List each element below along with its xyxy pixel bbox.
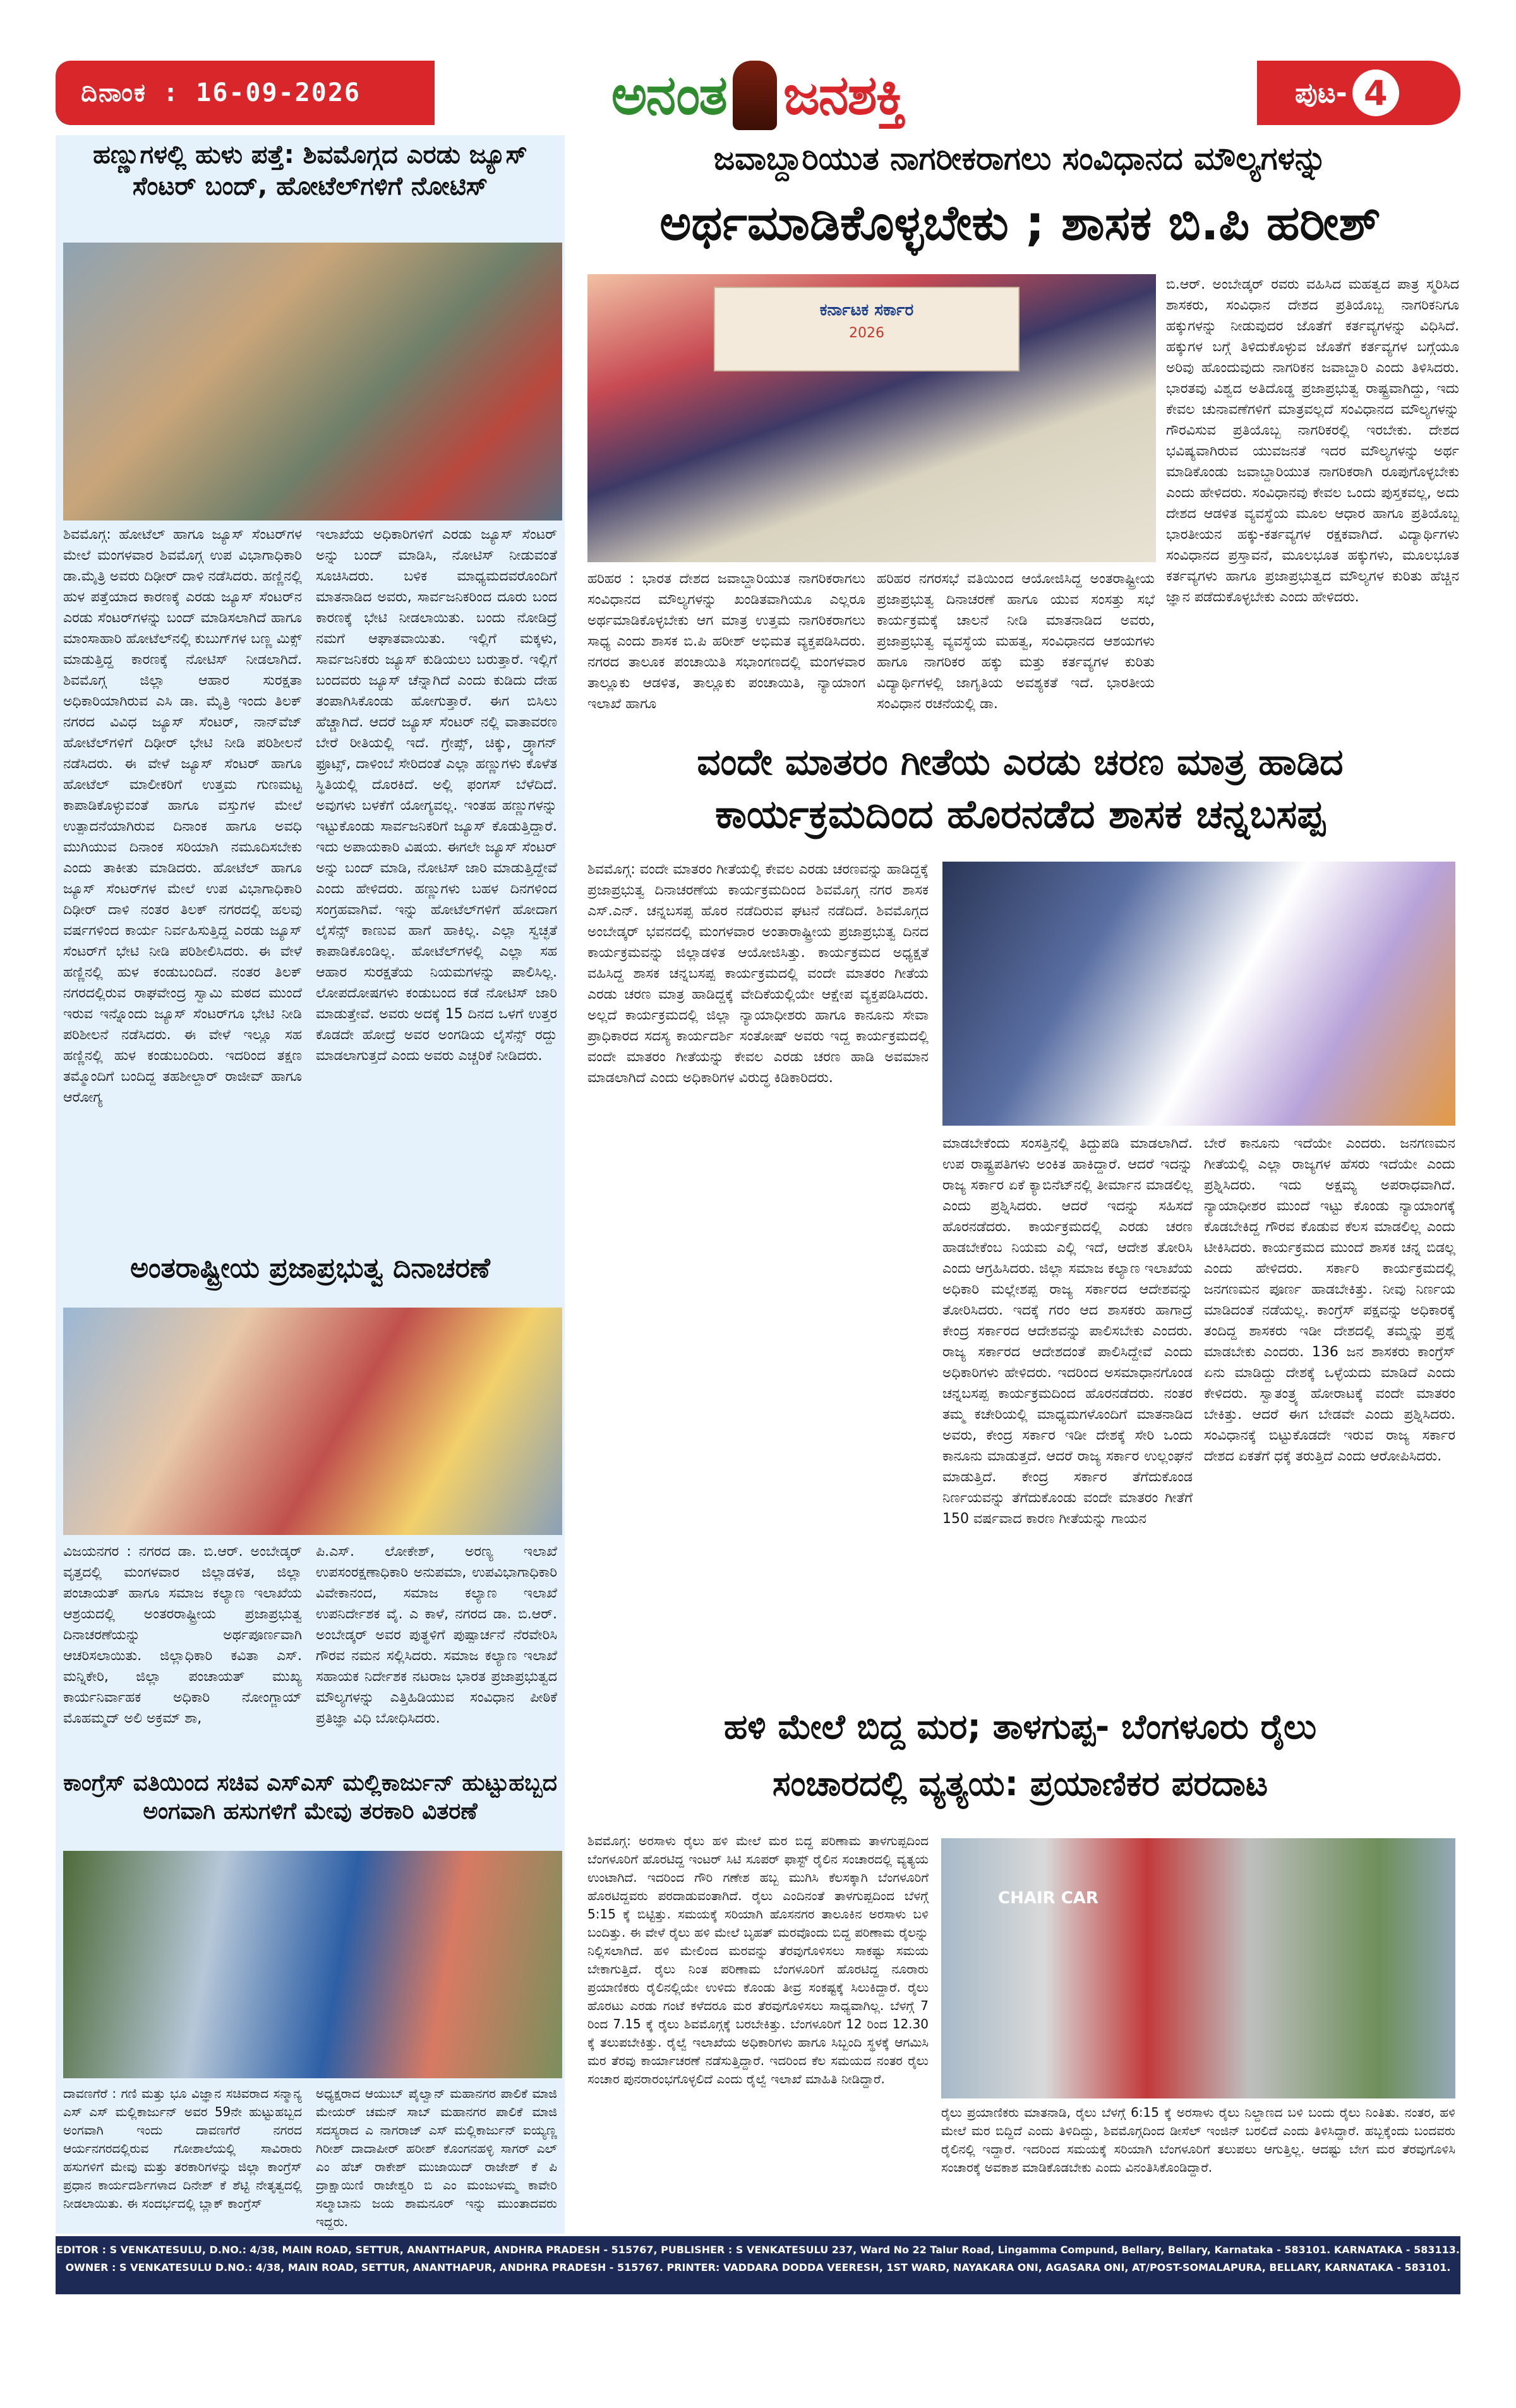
story3-text-col2: ಅಧ್ಯಕ್ಷರಾದ ಆಯುಬ್ ಪೈಲ್ವಾನ್ ಮಹಾನಗರ ಪಾಲಿಕೆ ಮಾಜಿ ಮೇಯರ್ ಚಮನ್ ಸಾಬ್ ಮಹಾನಗರ ಪಾಲಿಕೆ ಮಾಜಿ ಸದಸ್ಯರಾದ ಎ ನಾಗರಾಜ್ ಎಸ್ ಮಲ್ಲಿಕಾರ್ಜುನ್ ಐಯ್ಯಣ್ಣ ಗಿರೀಶ್ ದಾದಾಪೀರ್ ಹರೀಶ್ ಕೊಂಗನಹಳ್ಳಿ ಸಾಗರ್ ಎಲ್ ಎಂ ಹೆಚ್ ರಾಕೇಶ್ ಮುಜಾಯಿದ್ ರಾಜೇಶ್ ಕೆ ಪಿ ದ್ರಾಕ್ಷಾಯಿಣಿ ರಾಜೇಶ್ವರಿ ಬಿ ಎಂ ಮಂಜುಳಮ್ಮ ಕಾವೇರಿ ಸಲ್ಮಾಬಾನು ಜಯ ಶಾಮನೂರ್ ಇನ್ನು ಮುಂತಾದವರು ಇದ್ದರು.: [316, 2086, 557, 2229]
story3-headline[interactable]: ಕಾಂಗ್ರೆಸ್ ವತಿಯಿಂದ ಸಚಿವ ಎಸ್‌ಎಸ್ ಮಲ್ಲಿಕಾರ್ಜುನ್ ಹುಟ್ಟುಹಬ್ಬದ ಅಂಗವಾಗಿ ಹಸುಗಳಿಗೆ ಮೇವು ತರಕಾರಿ ವಿತರಣೆ: [63, 1770, 557, 1824]
story5-text-col1: ಶಿವಮೊಗ್ಗ: ವಂದೇ ಮಾತರಂ ಗೀತೆಯಲ್ಲಿ ಕೇವಲ ಎರಡು ಚರಣವನ್ನು ಹಾಡಿದ್ದಕ್ಕೆ ಪ್ರಜಾಪ್ರಭುತ್ವ ದಿನಾಚರಣೆಯ ಕಾರ್ಯಕ್ರಮದಿಂದ ಶಿವಮೊಗ್ಗ ನಗರ ಶಾಸಕ ಎಸ್.ಎನ್. ಚನ್ನಬಸಪ್ಪ ಹೊರ ನಡೆದಿರುವ ಘಟನೆ ನಡೆದಿದೆ. ಶಿವಮೊಗ್ಗದ ಅಂಬೇಡ್ಕರ್ ಭವನದಲ್ಲಿ ಮಂಗಳವಾರ ಅಂತಾರಾಷ್ಟ್ರೀಯ ಪ್ರಜಾಪ್ರಭುತ್ವ ದಿನದ ಕಾರ್ಯಕ್ರಮವನ್ನು ಜಿಲ್ಲಾಡಳಿತ ಆಯೋಜಿಸಿತ್ತು. ಕಾರ್ಯಕ್ರಮದ ಅಧ್ಯಕ್ಷತೆ ವಹಿಸಿದ್ದ ಶಾಸಕ ಚನ್ನಬಸಪ್ಪ ಕಾರ್ಯಕ್ರಮದಲ್ಲಿ ವಂದೇ ಮಾತರಂ ಗೀತೆಯ ಎರಡು ಚರಣ ಮಾತ್ರ ಹಾಡಿದ್ದಕ್ಕೆ ವೇದಿಕೆಯಲ್ಲಿಯೇ ಆಕ್ಷೇಪ ವ್ಯಕ್ತಪಡಿಸಿದರು. ಅಲ್ಲದೆ ಕಾರ್ಯಕ್ರಮದಲ್ಲಿ ಜಿಲ್ಲಾ ನ್ಯಾಯಾಧೀಶರು ಹಾಗೂ ಕಾನೂನು ಸೇವಾ ಪ್ರಾಧಿಕಾರದ ಸದಸ್ಯ ಕಾರ್ಯದರ್ಶಿ ಸಂತೋಷ್ ಅವರು ಇದ್ದ ಕಾರ್ಯಕ್ರಮದಲ್ಲಿ ವಂದೇ ಮಾತರಂ ಗೀತೆಯನ್ನು ಕೇವಲ ಎರಡು ಚರಣ ಹಾಡಿ ಅವಮಾನ ಮಾಡಲಾಗಿದೆ ಎಂದು ಅಧಿಕಾರಿಗಳ ವಿರುದ್ಧ ಕಿಡಿಕಾರಿದರು.: [587, 862, 929, 1086]
story6-headline-line1[interactable]: ಹಳಿ ಮೇಲೆ ಬಿದ್ದ ಮರ; ತಾಳಗುಪ್ಪ- ಬೆಂಗಳೂರು ರೈಲು: [723, 1707, 1317, 1747]
story4-headline-line1[interactable]: ಜವಾಬ್ದಾರಿಯುತ ನಾಗರೀಕರಾಗಲು ಸಂವಿಧಾನದ ಮೌಲ್ಯಗಳನ್ನು: [713, 140, 1327, 177]
story4-text-col1: ಹರಿಹರ : ಭಾರತ ದೇಶದ ಜವಾಬ್ದಾರಿಯುತ ನಾಗರಿಕರಾಗಲು ಸಂವಿಧಾನದ ಮೌಲ್ಯಗಳನ್ನು ಖಂಡಿತವಾಗಿಯೂ ಎಲ್ಲರೂ ಅರ್ಥಮಾಡಿಕೊಳ್ಳಬೇಕು ಆಗ ಮಾತ್ರ ಉತ್ತಮ ನಾಗರಿಕರಾಗಲು ಸಾಧ್ಯ ಎಂದು ಶಾಸಕ ಬಿ.ಪಿ ಹರೀಶ್ ಅಭಿಮತ ವ್ಯಕ್ತಪಡಿಸಿದರು. ನಗರದ ತಾಲೂಕ ಪಂಚಾಯಿತಿ ಸಭಾಂಗಣದಲ್ಲಿ ಮಂಗಳವಾರ ತಾಲ್ಲೂಕು ಆಡಳಿತ, ತಾಲ್ಲೂಕು ಪಂಚಾಯಿತಿ, ನ್ಯಾಯಾಂಗ ಇಲಾಖೆ ಹಾಗೂ: [587, 571, 865, 712]
imprint-footer: [56, 2236, 1460, 2294]
story5-photo: [942, 862, 1455, 1126]
story3-text-col1: ದಾವಣಗೆರೆ : ಗಣಿ ಮತ್ತು ಭೂ ವಿಜ್ಞಾನ ಸಚಿವರಾದ ಸನ್ಮಾನ್ಯ ಎಸ್ ಎಸ್ ಮಲ್ಲಿಕಾರ್ಜುನ್ ಅವರ 59ನೇ ಹುಟ್ಟುಹಬ್ಬದ ಅಂಗವಾಗಿ ಇಂದು ದಾವಣಗೆರೆ ನಗರದ ಆರ್ಯನಗರದಲ್ಲಿರುವ ಗೋಶಾಲೆಯಲ್ಲಿ ಸಾವಿರಾರು ಹಸುಗಳಿಗೆ ಮೇವು ಮತ್ತು ತರಕಾರಿಗಳನ್ನು ಜಿಲ್ಲಾ ಕಾಂಗ್ರೆಸ್ ಪ್ರಧಾನ ಕಾರ್ಯದರ್ಶಿಗಳಾದ ದಿನೇಶ್ ಕೆ ಶೆಟ್ಟಿ ನೇತೃತ್ವದಲ್ಲಿ ನೀಡಲಾಯಿತು. ಈ ಸಂದರ್ಭದಲ್ಲಿ ಬ್ಲಾಕ್ ಕಾಂಗ್ರೆಸ್: [63, 2086, 302, 2211]
story2-headline[interactable]: ಅಂತರಾಷ್ಟ್ರೀಯ ಪ್ರಜಾಪ್ರಭುತ್ವ ದಿನಾಚರಣೆ: [130, 1252, 490, 1284]
story5-headline-line2[interactable]: ಕಾರ್ಯಕ್ರಮದಿಂದ ಹೊರನಡೆದ ಶಾಸಕ ಚನ್ನಬಸಪ್ಪ: [715, 791, 1325, 837]
issue-date: ದಿನಾಂಕ : 16-09-2026: [56, 61, 435, 125]
story6-photo: [941, 1838, 1455, 2098]
banner-year: 2026: [849, 325, 884, 341]
story4-text-col3: ಬಿ.ಆರ್. ಅಂಬೇಡ್ಕರ್ ರವರು ವಹಿಸಿದ ಮಹತ್ವದ ಪಾತ್ರ ಸ್ಮರಿಸಿದ ಶಾಸಕರು, ಸಂವಿಧಾನ ದೇಶದ ಪ್ರತಿಯೊಬ್ಬ ನಾಗರಿಕನಿಗೂ ಹಕ್ಕುಗಳನ್ನು ನೀಡುವುದರ ಜೊತೆಗೆ ಕರ್ತವ್ಯಗಳನ್ನು ವಿಧಿಸಿದೆ. ಹಕ್ಕುಗಳ ಬಗ್ಗೆ ತಿಳಿದುಕೊಳ್ಳುವ ಜೊತೆಗೆ ಕರ್ತವ್ಯಗಳ ಬಗ್ಗೆಯೂ ಅರಿವು ಹೊಂದುವುದು ನಾಗರಿಕನ ಜವಾಬ್ದಾರಿ ಎಂದು ತಿಳಿಸಿದರು. ಭಾರತವು ವಿಶ್ವದ ಅತಿದೊಡ್ಡ ಪ್ರಜಾಪ್ರಭುತ್ವ ರಾಷ್ಟ್ರವಾಗಿದ್ದು, ಇದು ಕೇವಲ ಚುನಾವಣೆಗಳಿಗೆ ಮಾತ್ರವಲ್ಲದೆ ಸಂವಿಧಾನದ ಮೌಲ್ಯಗಳನ್ನು ಗೌರವಿಸುವ ಪ್ರತಿಯೊಬ್ಬ ನಾಗರಿಕರಲ್ಲಿ ಇರಬೇಕು. ದೇಶದ ಭವಿಷ್ಯವಾಗಿರುವ ಯುವಜನತೆ ಇದರ ಮೌಲ್ಯಗಳನ್ನು ಅರ್ಥ ಮಾಡಿಕೊಂಡು ಜವಾಬ್ದಾರಿಯುತ ನಾಗರಿಕರಾಗಿ ರೂಪುಗೊಳ್ಳಬೇಕು ಎಂದು ಹೇಳಿದರು. ಸಂವಿಧಾನವು ಕೇವಲ ಒಂದು ಪುಸ್ತಕವಲ್ಲ, ಅದು ದೇಶದ ಆಡಳಿತ ವ್ಯವಸ್ಥೆಯ ಮೂಲ ಆಧಾರ ಹಾಗೂ ಪ್ರತಿಯೊಬ್ಬ ಭಾರತೀಯನ ಹಕ್ಕು-ಕರ್ತವ್ಯಗಳ ರಕ್ಷಕವಾಗಿದೆ. ವಿದ್ಯಾರ್ಥಿಗಳು ಸಂವಿಧಾನದ ಪ್ರಸ್ತಾವನೆ, ಮೂಲಭೂತ ಹಕ್ಕುಗಳು, ಮೂಲಭೂತ ಕರ್ತವ್ಯಗಳು ಹಾಗೂ ಪ್ರಜಾಪ್ರಭುತ್ವದ ಮೌಲ್ಯಗಳ ಕುರಿತು ಹೆಚ್ಚಿನ ಜ್ಞಾನ ಪಡೆದುಕೊಳ್ಳಬೇಕು ಎಂದು ಹೇಳಿದರು.: [1166, 277, 1459, 605]
story4-headline-line2[interactable]: ಅರ್ಥಮಾಡಿಕೊಳ್ಳಬೇಕು ; ಶಾಸಕ ಬಿ.ಪಿ ಹರೀಶ್: [659, 195, 1381, 251]
story6-text-col1: ಶಿವಮೊಗ್ಗ: ಅರಸಾಳು ರೈಲು ಹಳಿ ಮೇಲೆ ಮರ ಬಿದ್ದ ಪರಿಣಾಮ ತಾಳಗುಪ್ಪದಿಂದ ಬೆಂಗಳೂರಿಗೆ ಹೊರಟಿದ್ದ ಇಂಟರ್ ಸಿಟಿ ಸೂಪರ್ ಫಾಸ್ಟ್ ರೈಲಿನ ಸಂಚಾರದಲ್ಲಿ ವ್ಯತ್ಯಯ ಉಂಟಾಗಿದೆ. ಇದರಿಂದ ಗೌರಿ ಗಣೇಶ ಹಬ್ಬ ಮುಗಿಸಿ ಕೆಲಸಕ್ಕಾಗಿ ಬೆಂಗಳೂರಿಗೆ ಹೊರಟಿದ್ದವರು ಪರದಾಡುವಂತಾಗಿದೆ. ರೈಲು ಎಂದಿನಂತೆ ತಾಳಗುಪ್ಪದಿಂದ ಬೆಳಗ್ಗೆ 5:15 ಕ್ಕೆ ಬಿಟ್ಟಿತ್ತು. ಸಮಯಕ್ಕೆ ಸರಿಯಾಗಿ ಹೊಸನಗರ ತಾಲೂಕಿನ ಅರಸಾಳು ಬಳಿ ಬಂದಿತ್ತು. ಈ ವೇಳೆ ರೈಲು ಹಳಿ ಮೇಲೆ ಬೃಹತ್ ಮರವೊಂದು ಬಿದ್ದ ಪರಿಣಾಮ ರೈಲನ್ನು ನಿಲ್ಲಿಸಲಾಗಿದೆ. ಹಳಿ ಮೇಲಿಂದ ಮರವನ್ನು ತೆರವುಗೊಳಿಸಲು ಸಾಕಷ್ಟು ಸಮಯ ಬೇಕಾಗುತ್ತಿದೆ. ರೈಲು ನಿಂತ ಪರಿಣಾಮ ಬೆಂಗಳೂರಿಗೆ ಹೊರಟಿದ್ದ ನೂರಾರು ಪ್ರಯಾಣಿಕರು ರೈಲಿನಲ್ಲಿಯೇ ಉಳಿದು ಕೊಂಡು ತೀವ್ರ ಸಂಕಷ್ಟಕ್ಕೆ ಸಿಲುಕಿದ್ದಾರೆ. ರೈಲು ಹೊರಟು ಎರಡು ಗಂಟೆ ಕಳೆದರೂ ಮರ ತೆರವುಗೊಳಿಸಲು ಸಾಧ್ಯವಾಗಿಲ್ಲ. ಬೆಳಗ್ಗೆ 7 ರಿಂದ 7.15 ಕ್ಕೆ ರೈಲು ಶಿವಮೊಗ್ಗಕ್ಕೆ ಬರಬೇಕಿತ್ತು. ಬೆಂಗಳೂರಿಗೆ 12 ರಿಂದ 12.30 ಕ್ಕೆ ತಲುಪಬೇಕಿತ್ತು. ರೈಲ್ವೆ ಇಲಾಖೆಯ ಅಧಿಕಾರಿಗಳು ಹಾಗೂ ಸಿಬ್ಬಂದಿ ಸ್ಥಳಕ್ಕೆ ಆಗಮಿಸಿ ಮರ ತೆರವು ಕಾರ್ಯಾಚರಣೆ ನಡೆಸುತ್ತಿದ್ದಾರೆ. ಇದರಿಂದ ಕೆಲ ಸಮಯದ ನಂತರ ರೈಲು ಸಂಚಾರ ಪುನರಾರಂಭಗೊಳ್ಳಲಿದೆ ಎಂದು ರೈಲ್ವೆ ಇಲಾಖೆ ಮಾಹಿತಿ ನೀಡಿದ್ದಾರೆ.: [587, 1833, 929, 2086]
story4-photo: [587, 274, 1156, 562]
story5-text-col2: ಮಾಡಬೇಕೆಂದು ಸಂಸತ್ತಿನಲ್ಲಿ ತಿದ್ದುಪಡಿ ಮಾಡಲಾಗಿದೆ. ಉಪ ರಾಷ್ಟ್ರಪತಿಗಳು ಅಂಕಿತ ಹಾಕಿದ್ದಾರೆ. ಆದರೆ ಇದನ್ನು ರಾಜ್ಯ ಸರ್ಕಾರ ಏಕೆ ಕ್ಯಾಬಿನೆಟ್‌ನಲ್ಲಿ ತೀರ್ಮಾನ ಮಾಡಲಿಲ್ಲ ಎಂದು ಪ್ರಶ್ನಿಸಿದರು. ಆದರೆ ಇದನ್ನು ಸಹಿಸದೆ ಹೊರನಡೆದರು. ಕಾರ್ಯಕ್ರಮದಲ್ಲಿ ಎರಡು ಚರಣ ಹಾಡಬೇಕೆಂಬ ನಿಯಮ ಎಲ್ಲಿ ಇದೆ, ಆದೇಶ ತೋರಿಸಿ ಎಂದು ಆಗ್ರಹಿಸಿದರು. ಜಿಲ್ಲಾ ಸಮಾಜ ಕಲ್ಯಾಣ ಇಲಾಖೆಯ ಅಧಿಕಾರಿ ಮಲ್ಲೇಶಪ್ಪ ರಾಜ್ಯ ಸರ್ಕಾರದ ಆದೇಶವನ್ನು ತೋರಿಸಿದರು. ಇದಕ್ಕೆ ಗರಂ ಆದ ಶಾಸಕರು ಹಾಗಾದ್ರೆ ಕೇಂದ್ರ ಸರ್ಕಾರದ ಆದೇಶವನ್ನು ಪಾಲಿಸಬೇಕು ಎಂದರು. ರಾಜ್ಯ ಸರ್ಕಾರದ ಆದೇಶದಂತೆ ಪಾಲಿಸಿದ್ದೇವೆ ಎಂದು ಅಧಿಕಾರಿಗಳು ಹೇಳಿದರು. ಇದರಿಂದ ಅಸಮಾಧಾನಗೊಂಡ ಚನ್ನಬಸಪ್ಪ ಕಾರ್ಯಕ್ರಮದಿಂದ ಹೊರನಡೆದರು. ನಂತರ ತಮ್ಮ ಕಚೇರಿಯಲ್ಲಿ ಮಾಧ್ಯಮಗಳೊಂದಿಗೆ ಮಾತನಾಡಿದ ಅವರು, ಕೇಂದ್ರ ಸರ್ಕಾರ ಇಡೀ ದೇಶಕ್ಕೆ ಸೇರಿ ಒಂದು ಕಾನೂನು ಮಾಡುತ್ತದೆ. ಆದರೆ ರಾಜ್ಯ ಸರ್ಕಾರ ಉಲ್ಲಂಘನೆ ಮಾಡುತ್ತಿದೆ. ಕೇಂದ್ರ ಸರ್ಕಾರ ತೆಗೆದುಕೊಂಡ ನಿರ್ಣಯವನ್ನು ತೆಗೆದುಕೊಂಡು ವಂದೇ ಮಾತರಂ ಗೀತೆಗೆ 150 ವರ್ಷವಾದ ಕಾರಣ ಗೀತೆಯನ್ನು ಗಾಯನ: [942, 1136, 1193, 1527]
story5-text-col3: ಬೇರೆ ಕಾನೂನು ಇದೆಯೇ ಎಂದರು. ಜನಗಣಮನ ಗೀತೆಯಲ್ಲಿ ಎಲ್ಲಾ ರಾಜ್ಯಗಳ ಹೆಸರು ಇದೆಯೇ ಎಂದು ಪ್ರಶ್ನಿಸಿದರು. ಇದು ಅಕ್ಷಮ್ಯ ಅಪರಾಧವಾಗಿದೆ. ನ್ಯಾಯಾಧೀಶರ ಮುಂದೆ ಇಟ್ಟು ಕೊಂಡು ನ್ಯಾಯಾಂಗಕ್ಕೆ ಕೊಡಬೇಕಿದ್ದ ಗೌರವ ಕೊಡುವ ಕೆಲಸ ಮಾಡಲಿಲ್ಲ ಎಂದು ಟೀಕಿಸಿದರು. ಕಾರ್ಯಕ್ರಮದ ಮುಂದೆ ಶಾಸಕ ಚನ್ನ ಬಿಡಲ್ಲ ಎಂದು ಹೇಳಿದರು. ಸರ್ಕಾರಿ ಕಾರ್ಯಕ್ರಮದಲ್ಲಿ ಜನಗಣಮನ ಪೂರ್ಣ ಹಾಡಬೇಕಿತ್ತು. ನೀವು ನಿರ್ಣಯ ಮಾಡಿದಂತೆ ನಡೆಯಲ್ಲ. ಕಾಂಗ್ರೆಸ್ ಪಕ್ಷವನ್ನು ಅಧಿಕಾರಕ್ಕೆ ತಂದಿದ್ದ ಶಾಸಕರು ಇಡೀ ದೇಶದಲ್ಲಿ ತಮ್ಮನ್ನು ಪ್ರಶ್ನೆ ಮಾಡಬೇಕು ಎಂದರು. 136 ಜನ ಶಾಸಕರು ಕಾಂಗ್ರೆಸ್ ಏನು ಮಾಡಿದ್ದು ದೇಶಕ್ಕೆ ಒಳ್ಳೆಯದು ಮಾಡಿದೆ ಎಂದು ಕೇಳಿದರು. ಸ್ವಾತಂತ್ರ್ಯ ಹೋರಾಟಕ್ಕೆ ವಂದೇ ಮಾತರಂ ಬೇಕಿತ್ತು. ಆದರೆ ಈಗ ಬೇಡವೇ ಎಂದು ಪ್ರಶ್ನಿಸಿದರು. ಸಂವಿಧಾನಕ್ಕೆ ಬಿಟ್ಟುಕೊಡದೇ ಇರುವ ರಾಜ್ಯ ಸರ್ಕಾರ ದೇಶದ ಏಕತೆಗೆ ಧಕ್ಕೆ ತರುತ್ತಿದೆ ಎಂದು ಆರೋಪಿಸಿದರು.: [1204, 1136, 1455, 1464]
story1-text-col1: ಶಿವಮೊಗ್ಗ: ಹೋಟೆಲ್ ಹಾಗೂ ಜ್ಯೂಸ್ ಸೆಂಟರ್‌ಗಳ ಮೇಲೆ ಮಂಗಳವಾರ ಶಿವಮೊಗ್ಗ ಉಪ ವಿಭಾಗಾಧಿಕಾರಿ ಡಾ.ಮೈತ್ರಿ ಅವರು ದಿಢೀರ್ ದಾಳಿ ನಡೆಸಿದರು. ಹಣ್ಣಿನಲ್ಲಿ ಹುಳ ಪತ್ತೆಯಾದ ಕಾರಣಕ್ಕೆ ಎರಡು ಜ್ಯೂಸ್ ಸೆಂಟರ್‌ನ ಎರಡು ಸೆಂಟರ್‌ಗಳನ್ನು ಬಂದ್ ಮಾಡಿಸಲಾಗಿದೆ ಹಾಗೂ ಮಾಂಸಾಹಾರಿ ಹೋಟೆಲ್‌ನಲ್ಲಿ ಕುಬುಗ್‌ಗಳ ಬಣ್ಣ ಮಿಕ್ಸ್ ಮಾಡುತ್ತಿದ್ದ ಕಾರಣಕ್ಕೆ ನೋಟಿಸ್ ನೀಡಲಾಗಿದೆ. ಶಿವಮೊಗ್ಗ ಜಿಲ್ಲಾ ಆಹಾರ ಸುರಕ್ಷತಾ ಅಧಿಕಾರಿಯಾಗಿರುವ ಎಸಿ ಡಾ. ಮೈತ್ರಿ ಇಂದು ತಿಲಕ್ ನಗರದ ವಿವಿಧ ಜ್ಯೂಸ್ ಸೆಂಟರ್, ನಾನ್‌ವೆಜ್ ಹೋಟೆಲ್‌ಗಳಿಗೆ ದಿಢೀರ್ ಭೇಟಿ ನೀಡಿ ಪರಿಶೀಲನೆ ನಡೆಸಿದರು. ಈ ವೇಳೆ ಜ್ಯೂಸ್ ಸೆಂಟರ್ ಹಾಗೂ ಹೋಟೆಲ್ ಮಾಲೀಕರಿಗೆ ಉತ್ತಮ ಗುಣಮಟ್ಟ ಕಾಪಾಡಿಕೊಳ್ಳುವಂತೆ ಹಾಗೂ ವಸ್ತುಗಳ ಮೇಲೆ ಉತ್ಪಾದನೆಯಾಗಿರುವ ದಿನಾಂಕ ಹಾಗೂ ಅವಧಿ ಮುಗಿಯುವ ದಿನಾಂಕ ಸರಿಯಾಗಿ ನಮೂದಿಸಬೇಕು ಎಂದು ತಾಕೀತು ಮಾಡಿದರು. ಹೋಟೆಲ್ ಹಾಗೂ ಜ್ಯೂಸ್ ಸೆಂಟರ್‌ಗಳ ಮೇಲೆ ಉಪ ವಿಭಾಗಾಧಿಕಾರಿ ದಿಢೀರ್ ದಾಳಿ ನಂತರ ತಿಲಕ್ ನಗರದಲ್ಲಿ ಹಲವು ವರ್ಷಗಳಿಂದ ಕಾರ್ಯ ನಿರ್ವಹಿಸುತ್ತಿದ್ದ ಎರಡು ಜ್ಯೂಸ್ ಸೆಂಟರ್‌ಗೆ ಭೇಟಿ ನೀಡಿ ಪರಿಶೀಲಿಸಿದರು. ಈ ವೇಳೆ ಹಣ್ಣಿನಲ್ಲಿ ಹುಳ ಕಂಡುಬಂದಿದೆ. ನಂತರ ತಿಲಕ್ ನಗರದಲ್ಲಿರುವ ರಾಘವೇಂದ್ರ ಸ್ವಾಮಿ ಮಠದ ಮುಂದೆ ಇರುವ ಇನ್ನೊಂದು ಜ್ಯೂಸ್ ಸೆಂಟರ್‌ಗೂ ಭೇಟಿ ನೀಡಿ ಪರಿಶೀಲನೆ ನಡೆಸಿದರು. ಈ ವೇಳೆ ಇಲ್ಲೂ ಸಹ ಹಣ್ಣಿನಲ್ಲಿ ಹುಳ ಕಂಡುಬಂದಿರು. ಇದರಿಂದ ತಕ್ಷಣ ತಮ್ಮೊಂದಿಗೆ ಬಂದಿದ್ದ ತಹಶೀಲ್ದಾರ್ ರಾಜೀವ್ ಹಾಗೂ ಆರೋಗ್ಯ: [63, 527, 302, 1105]
newspaper-logo[interactable]: [568, 54, 948, 136]
event-banner: [714, 287, 1020, 371]
logo-text-right: ಜನಶಕ್ತಿ: [783, 63, 905, 127]
page-label: ಪುಟ-: [1295, 76, 1347, 109]
story2-text-col1: ವಿಜಯನಗರ : ನಗರದ ಡಾ. ಬಿ.ಆರ್. ಅಂಬೇಡ್ಕರ್ ವೃತ್ತದಲ್ಲಿ ಮಂಗಳವಾರ ಜಿಲ್ಲಾಡಳಿತ, ಜಿಲ್ಲಾ ಪಂಚಾಯತ್ ಹಾಗೂ ಸಮಾಜ ಕಲ್ಯಾಣ ಇಲಾಖೆಯ ಆಶ್ರಯದಲ್ಲಿ ಅಂತರರಾಷ್ಟ್ರೀಯ ಪ್ರಜಾಪ್ರಭುತ್ವ ದಿನಾಚರಣೆಯನ್ನು ಅರ್ಥಪೂರ್ಣವಾಗಿ ಆಚರಿಸಲಾಯಿತು. ಜಿಲ್ಲಾಧಿಕಾರಿ ಕವಿತಾ ಎಸ್. ಮನ್ನಿಕೇರಿ, ಜಿಲ್ಲಾ ಪಂಚಾಯತ್ ಮುಖ್ಯ ಕಾರ್ಯನಿರ್ವಾಹಕ ಅಧಿಕಾರಿ ನೋಂಗ್ಜಾಯ್ ಮೊಹಮ್ಮದ್ ಅಲಿ ಅಕ್ರಮ್ ಶಾ,: [63, 1544, 302, 1726]
story6-headline-line2[interactable]: ಸಂಚಾರದಲ್ಲಿ ವ್ಯತ್ಯಯ: ಪ್ರಯಾಣಿಕರ ಪರದಾಟ: [772, 1764, 1268, 1803]
story3-photo: [63, 1851, 562, 2078]
story6-text-col2: ರೈಲು ಪ್ರಯಾಣಿಕರು ಮಾತನಾಡಿ, ರೈಲು ಬೆಳಗ್ಗೆ 6:15 ಕ್ಕೆ ಅರಸಾಳು ರೈಲು ನಿಲ್ದಾಣದ ಬಳಿ ಬಂದು ರೈಲು ನಿಂತಿತು. ನಂತರ, ಹಳಿ ಮೇಲೆ ಮರ ಬಿದ್ದಿದೆ ಎಂದು ತಿಳಿದಿದ್ದು, ಶಿವಮೊಗ್ಗದಿಂದ ಡೀಸೆಲ್ ಇಂಜಿನ್ ಬರಲಿದೆ ಎಂದು ತಿಳಿಸಿದ್ದಾರೆ. ಹಬ್ಬಕ್ಕೆಂದು ಬಂದವರು ರೈಲಿನಲ್ಲಿ ಇದ್ದಾರೆ. ಇದರಿಂದ ಸಮಯಕ್ಕೆ ಸರಿಯಾಗಿ ಬೆಂಗಳೂರಿಗೆ ತಲುಪಲು ಆಗುತ್ತಿಲ್ಲ. ಆದಷ್ಟು ಬೇಗ ಮರ ತೆರವುಗೊಳಿಸಿ ಸಂಚಾರಕ್ಕೆ ಅವಕಾಶ ಮಾಡಿಕೊಡಬೇಕು ಎಂದು ವಿನಂತಿಸಿಕೊಂಡಿದ್ದಾರೆ.: [941, 2105, 1455, 2175]
story4-text-col2: ಹರಿಹರ ನಗರಸಭೆ ವತಿಯಿಂದ ಆಯೋಜಿಸಿದ್ದ ಅಂತರಾಷ್ಟ್ರೀಯ ಪ್ರಜಾಪ್ರಭುತ್ವ ದಿನಾಚರಣೆ ಹಾಗೂ ಯುವ ಸಂಸತ್ತು ಸಭೆ ಕಾರ್ಯಕ್ರಮಕ್ಕೆ ಚಾಲನೆ ನೀಡಿ ಮಾತನಾಡಿದ ಅವರು, ಪ್ರಜಾಪ್ರಭುತ್ವ ವ್ಯವಸ್ಥೆಯ ಮಹತ್ವ, ಸಂವಿಧಾನದ ಆಶಯಗಳು ಹಾಗೂ ನಾಗರಿಕರ ಹಕ್ಕು ಮತ್ತು ಕರ್ತವ್ಯಗಳ ಕುರಿತು ವಿದ್ಯಾರ್ಥಿಗಳಲ್ಲಿ ಜಾಗೃತಿಯ ಅವಶ್ಯಕತೆ ಇದೆ. ಭಾರತೀಯ ಸಂವಿಧಾನ ರಚನೆಯಲ್ಲಿ ಡಾ.: [877, 571, 1155, 712]
story2-photo: [63, 1308, 562, 1535]
fist-icon: [733, 61, 777, 130]
train-coach-label: CHAIR CAR: [998, 1889, 1098, 1908]
story1-photo: [63, 243, 562, 521]
story5-headline-line1[interactable]: ವಂದೇ ಮಾತರಂ ಗೀತೆಯ ಎರಡು ಚರಣ ಮಾತ್ರ ಹಾಡಿದ: [697, 740, 1344, 783]
banner-text: ಕರ್ನಾಟಕ ಸರ್ಕಾರ: [819, 301, 914, 320]
story1-text-col2: ಇಲಾಖೆಯ ಅಧಿಕಾರಿಗಳಿಗೆ ಎರಡು ಜ್ಯೂಸ್ ಸೆಂಟರ್ ಅನ್ನು ಬಂದ್ ಮಾಡಿಸಿ, ನೋಟಿಸ್ ನೀಡುವಂತೆ ಸೂಚಿಸಿದರು. ಬಳಿಕ ಮಾಧ್ಯಮದವರೊಂದಿಗೆ ಮಾತನಾಡಿದ ಅವರು, ಸಾರ್ವಜನಿಕರಿಂದ ದೂರು ಬಂದ ಕಾರಣಕ್ಕೆ ಭೇಟಿ ನೀಡಲಾಯಿತು. ಬಂದು ನೋಡಿದ್ರೆ ನಮಗೆ ಆಘಾತವಾಯಿತು. ಇಲ್ಲಿಗೆ ಮಕ್ಕಳು, ಸಾರ್ವಜನಿಕರು ಜ್ಯೂಸ್ ಕುಡಿಯಲು ಬರುತ್ತಾರೆ. ಇಲ್ಲಿಗೆ ಬಂದವರು ಜ್ಯೂಸ್ ಚೆನ್ನಾಗಿದೆ ಎಂದು ಕುಡಿದು ದೇಹ ತಂಪಾಗಿಸಿಕೊಂಡು ಹೋಗುತ್ತಾರೆ. ಈಗ ಬಿಸಿಲು ಹೆಚ್ಚಾಗಿದೆ. ಆದರೆ ಜ್ಯೂಸ್ ಸೆಂಟರ್ ನಲ್ಲಿ ವಾತಾವರಣ ಬೇರೆ ರೀತಿಯಲ್ಲಿ ಇದೆ. ಗ್ರೇಪ್ಸ್, ಚಿಕ್ಕು, ಡ್ರ್ಯಾಗನ್ ಫ್ರೂಟ್ಸ್, ದಾಳಿಂಬೆ ಸೇರಿದಂತೆ ಎಲ್ಲಾ ಹಣ್ಣುಗಳು ಕೊಳೆತ ಸ್ಥಿತಿಯಲ್ಲಿ ದೊರಕಿದೆ. ಅಲ್ಲಿ ಫಂಗಸ್ ಬೆಳೆದಿದೆ. ಅವುಗಳು ಬಳಕೆಗೆ ಯೋಗ್ಯವಲ್ಲ. ಇಂತಹ ಹಣ್ಣುಗಳನ್ನು ಇಟ್ಟುಕೊಂಡು ಸಾರ್ವಜನಿಕರಿಗೆ ಜ್ಯೂಸ್ ಕೊಡುತ್ತಿದ್ದಾರೆ. ಇದು ಅಪಾಯಕಾರಿ ವಿಷಯ. ಈಗಲೇ ಜ್ಯೂಸ್ ಸೆಂಟರ್ ಅನ್ನು ಬಂದ್ ಮಾಡಿ, ನೋಟಿಸ್ ಜಾರಿ ಮಾಡುತ್ತಿದ್ದೇವೆ ಎಂದು ಹೇಳಿದರು. ಹಣ್ಣುಗಳು ಬಹಳ ದಿನಗಳಿಂದ ಸಂಗ್ರಹವಾಗಿವೆ. ಇನ್ನು ಹೋಟೆಲ್‌ಗಳಿಗೆ ಹೋದಾಗ ಲೈಸೆನ್ಸ್ ಕಾಣುವ ಹಾಗೆ ಹಾಕಿಲ್ಲ. ಎಲ್ಲಾ ಸ್ವಚ್ಛತೆ ಕಾಪಾಡಿಕೊಂಡಿಲ್ಲ. ಹೋಟೆಲ್‌ಗಳಲ್ಲಿ ಎಲ್ಲಾ ಸಹ ಆಹಾರ ಸುರಕ್ಷತೆಯ ನಿಯಮಗಳನ್ನು ಪಾಲಿಸಿಲ್ಲ. ಲೋಪದೋಷಗಳು ಕಂಡುಬಂದ ಕಡೆ ನೋಟಿಸ್ ಜಾರಿ ಮಾಡುತ್ತೇವೆ. ಅವರು ಅದಕ್ಕೆ 15 ದಿನದ ಒಳಗೆ ಉತ್ತರ ಕೊಡದೇ ಹೋದ್ರೆ ಅವರ ಅಂಗಡಿಯ ಲೈಸೆನ್ಸ್ ರದ್ದು ಮಾಡಲಾಗುತ್ತದೆ ಎಂದು ಅವರು ಎಚ್ಚರಿಕೆ ನೀಡಿದರು.: [316, 527, 557, 1064]
story1-headline[interactable]: ಹಣ್ಣುಗಳಲ್ಲಿ ಹುಳು ಪತ್ತೆ: ಶಿವಮೊಗ್ಗದ ಎರಡು ಜ್ಯೂಸ್ ಸೆಂಟರ್ ಬಂದ್, ಹೋಟೆಲ್‌ಗಳಿಗೆ ನೋಟಿಸ್: [93, 140, 527, 201]
story2-text-col2: ಪಿ.ಎಸ್. ಲೋಕೇಶ್, ಅರಣ್ಯ ಇಲಾಖೆ ಉಪಸಂರಕ್ಷಣಾಧಿಕಾರಿ ಅನುಪಮಾ, ಉಪವಿಭಾಗಾಧಿಕಾರಿ ವಿವೇಕಾನಂದ, ಸಮಾಜ ಕಲ್ಯಾಣ ಇಲಾಖೆ ಉಪನಿರ್ದೇಶಕ ವೈ. ಎ ಕಾಳೆ, ನಗರದ ಡಾ. ಬಿ.ಆರ್. ಅಂಬೇಡ್ಕರ್ ಅವರ ಪುತ್ಥಳಿಗೆ ಪುಷ್ಪಾರ್ಚನೆ ನೆರವೇರಿಸಿ ಗೌರವ ನಮನ ಸಲ್ಲಿಸಿದರು. ಸಮಾಜ ಕಲ್ಯಾಣ ಇಲಾಖೆ ಸಹಾಯಕ ನಿರ್ದೇಶಕ ನಟರಾಜ ಭಾರತ ಪ್ರಜಾಪ್ರಭುತ್ವದ ಮೌಲ್ಯಗಳನ್ನು ಎತ್ತಿಹಿಡಿಯುವ ಸಂವಿಧಾನ ಪೀಠಿಕೆ ಪ್ರತಿಜ್ಞಾ ವಿಧಿ ಬೋಧಿಸಿದರು.: [316, 1544, 557, 1726]
page-number: 4: [1352, 69, 1399, 116]
page-number-badge: [1257, 61, 1460, 125]
logo-text-left: ಅನಂತ: [611, 63, 726, 127]
footer-line1: EDITOR : S VENKATESULU, D.NO.: 4/38, MAIN ROAD, SETTUR, ANANTHAPUR, ANDHRA PRADESH - 515767, PUBLISHER : S VENKATESULU 237, Ward No 22 Talur Road, Lingamma Compund, Bellary, Bellary, Karnataka - 583101. KARNATAKA - 583113.: [56, 2244, 1460, 2256]
footer-line2: OWNER : S VENKATESULU D.NO.: 4/38, MAIN ROAD, SETTUR, ANANTHAPUR, ANDHRA PRADESH - 515767. PRINTER: VADDARA DODDA VEERESH, 1ST WARD, NAYAKARA ONI, AGASARA ONI, AT/POST-SOMALAPURA, BELLARY, KARNATAKA - 583101.: [65, 2261, 1451, 2273]
